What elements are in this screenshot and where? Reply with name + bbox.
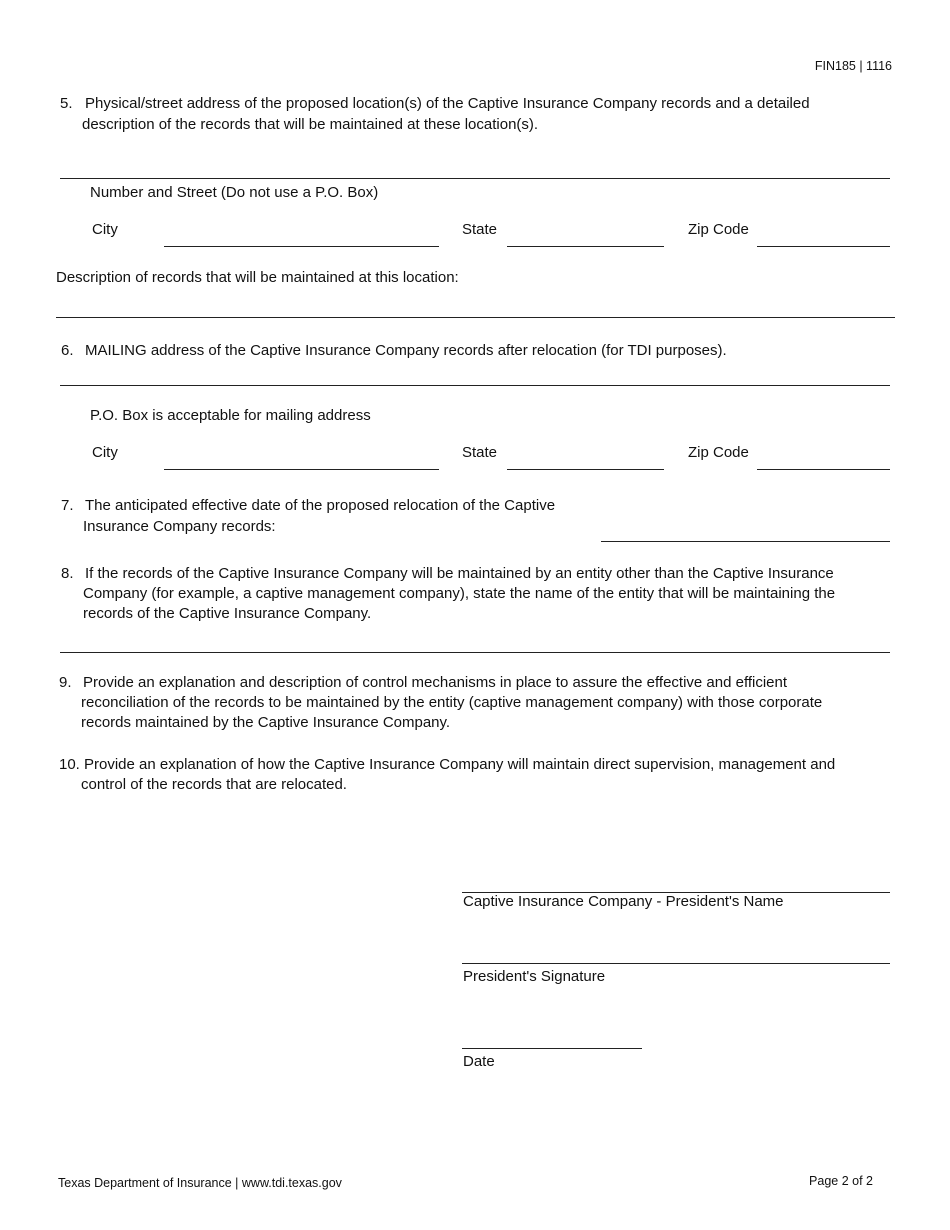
q5-description-label: Description of records that will be maintained at this location: xyxy=(56,269,459,286)
q10-text-line1: Provide an explanation of how the Captive Insurance Company will maintain direct supervision, management and xyxy=(84,756,836,773)
q7-text-line1: The anticipated effective date of the proposed relocation of the Captive xyxy=(85,497,556,514)
q8-number: 8. xyxy=(61,565,74,582)
q5-text-line1: Physical/street address of the proposed location(s) of the Captive Insurance Company records and a detailed xyxy=(85,95,810,112)
q6-zip-label: Zip Code xyxy=(688,444,749,461)
q9-number: 9. xyxy=(59,674,72,691)
q6-pobox-label: P.O. Box is acceptable for mailing address xyxy=(90,407,371,424)
q6-state-field[interactable] xyxy=(507,469,664,470)
q10-number: 10. xyxy=(59,756,80,773)
q9-text-line3: records maintained by the Captive Insurance Company. xyxy=(81,714,451,731)
q6-zip-field[interactable] xyxy=(757,469,890,470)
date-label: Date xyxy=(463,1053,495,1070)
q10-text-line2: control of the records that are relocated. xyxy=(81,776,347,793)
date-field[interactable] xyxy=(462,1048,642,1049)
q7-number: 7. xyxy=(61,497,74,514)
q8-text-line2: Company (for example, a captive management company), state the name of the entity that will be maintaining the xyxy=(83,585,836,602)
q6-number: 6. xyxy=(61,342,74,359)
q5-state-field[interactable] xyxy=(507,246,664,247)
q5-zip-field[interactable] xyxy=(757,246,890,247)
q7-text-line2: Insurance Company records: xyxy=(83,518,276,535)
q8-text-line3: records of the Captive Insurance Company. xyxy=(83,605,372,622)
president-name-label: Captive Insurance Company - President's Name xyxy=(463,893,784,910)
q6-city-field[interactable] xyxy=(164,469,439,470)
q6-text: MAILING address of the Captive Insurance Company records after relocation (for TDI purposes). xyxy=(85,342,727,359)
q5-street-label: Number and Street (Do not use a P.O. Box) xyxy=(90,184,379,201)
footer-page-number: Page 2 of 2 xyxy=(809,1174,873,1188)
q5-city-label: City xyxy=(92,221,118,238)
q5-text-line2: description of the records that will be maintained at these location(s). xyxy=(82,116,539,133)
q5-city-field[interactable] xyxy=(164,246,439,247)
q9-text-line1: Provide an explanation and description of control mechanisms in place to assure the effective and efficient xyxy=(83,674,788,691)
q9-text-line2: reconciliation of the records to be maintained by the entity (captive management company) with those corporate xyxy=(81,694,823,711)
q6-address-field[interactable] xyxy=(60,385,890,386)
q5-state-label: State xyxy=(462,221,498,238)
q8-entity-field[interactable] xyxy=(60,652,890,653)
q5-zip-label: Zip Code xyxy=(688,221,749,238)
president-signature-label: President's Signature xyxy=(463,968,606,985)
footer-agency: Texas Department of Insurance | www.tdi.texas.gov xyxy=(58,1176,342,1190)
q5-description-field[interactable] xyxy=(56,317,895,318)
q5-top-divider xyxy=(60,178,890,179)
q6-state-label: State xyxy=(462,444,498,461)
q7-date-field[interactable] xyxy=(601,541,890,542)
q8-text-line1: If the records of the Captive Insurance Company will be maintained by an entity other than the Captive Insurance xyxy=(85,565,834,582)
president-signature-field[interactable] xyxy=(462,963,890,964)
form-id: FIN185 | 1116 xyxy=(814,59,892,73)
q6-city-label: City xyxy=(92,444,118,461)
q5-number: 5. xyxy=(60,95,73,112)
